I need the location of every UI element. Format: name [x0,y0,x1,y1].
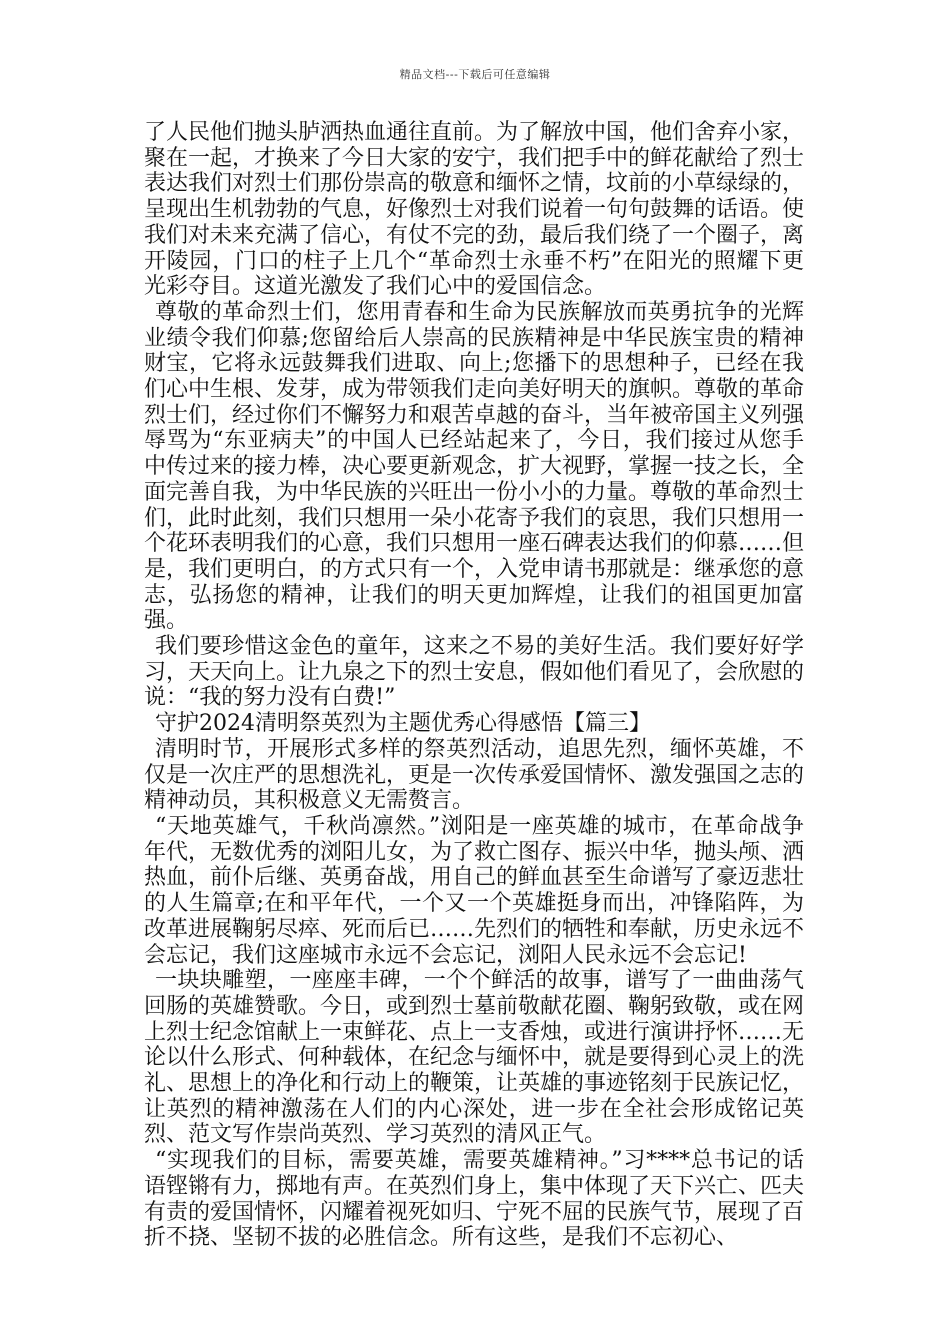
paragraph: 尊敬的革命烈士们，您用青春和生命为民族解放而英勇抗争的光辉业绩令我们仰慕;您留给后人崇高的民族精神是中华民族宝贵的精神财宝，它将永远鼓舞我们进取、向上;您播下的思想种子，已经在我们心中生根、发芽，成为带领我们走向美好明天的旗帜。尊敬的革命烈士们，经过你们不懈努力和艰苦卓越的奋斗，当年被帝国主义列强辱骂为“东亚病夫”的中国人已经站起来了，今日，我们接过从您手中传过来的接力棒，决心要更新观念，扩大视野，掌握一技之长，全面完善自我，为中华民族的兴旺出一份小小的力量。尊敬的革命烈士们，此时此刻，我们只想用一朵小花寄予我们的哀思，我们只想用一个花环表明我们的心意，我们只想用一座石碑表达我们的仰慕……但是，我们更明白，的方式只有一个，入党申请书那就是：继承您的意志，弘扬您的精神，让我们的明天更加辉煌，让我们的祖国更加富强。 [144,299,805,634]
page-header: 精品文档---下载后可任意编辑 [399,68,551,81]
paragraph: 一块块雕塑，一座座丰碑，一个个鲜活的故事，谱写了一曲曲荡气回肠的英雄赞歌。今日，或到烈士墓前敬献花圈、鞠躬致敬，或在网上烈士纪念馆献上一束鲜花、点上一支香烛，或进行演讲抒怀……无论以什么形式、何种载体，在纪念与缅怀中，就是要得到心灵上的洗礼、思想上的净化和行动上的鞭策，让英雄的事迹铭刻于民族记忆，让英烈的精神激荡在人们的内心深处，进一步在全社会形成铭记英烈、范文写作崇尚英烈、学习英烈的清风正气。 [144,968,805,1148]
paragraph: 清明时节，开展形式多样的祭英烈活动，追思先烈，缅怀英雄，不仅是一次庄严的思想洗礼，更是一次传承爱国情怀、激发强国之志的精神动员，其积极意义无需赘言。 [144,736,805,814]
paragraph: 我们要珍惜这金色的童年，这来之不易的美好生活。我们要好好学习，天天向上。让九泉之下的烈士安息，假如他们看见了，会欣慰的说：“我的努力没有白费!” [144,634,805,711]
paragraph: 了人民他们抛头胪洒热血通往直前。为了解放中国，他们舍弃小家，聚在一起，才换来了今日大家的安宁，我们把手中的鲜花献给了烈士表达我们对烈士们那份崇高的敬意和缅怀之情，坟前的小草绿绿的，呈现出生机勃勃的气息，好像烈士对我们说着一句句鼓舞的话语。使我们对未来充满了信心，有仗不完的劲，最后我们绕了一个圈子，离开陵园，门口的柱子上几个“革命烈士永垂不朽”在阳光的照耀下更光彩夺目。这道光激发了我们心中的爱国信念。 [144,120,805,300]
document-body [144,120,804,1251]
paragraph: “实现我们的目标，需要英雄，需要英雄精神。”习****总书记的话语铿锵有力，掷地有声。在英烈们身上，集中体现了天下兴亡、匹夫有责的爱国情怀，闪耀着视死如归、宁死不屈的民族气节，展现了百折不挠、坚韧不拔的必胜信念。所有这些，是我们不忘初心、 [144,1148,805,1251]
paragraph: “天地英雄气，千秋尚凛然。”浏阳是一座英雄的城市，在革命战争年代，无数优秀的浏阳儿女，为了救亡图存、振兴中华，抛头颅、洒热血，前仆后继、英勇奋战，用自己的鲜血甚至生命谱写了豪迈悲壮的人生篇章;在和平年代，一个又一个英雄挺身而出，冲锋陷阵，为改革进展鞠躬尽瘁、死而后已……先烈们的牺牲和奉献，历史永远不会忘记，我们这座城市永远不会忘记，浏阳人民永远不会忘记! [144,813,805,968]
section-heading: 守护2024清明祭英烈为主题优秀心得感悟【篇三】 [155,711,651,737]
